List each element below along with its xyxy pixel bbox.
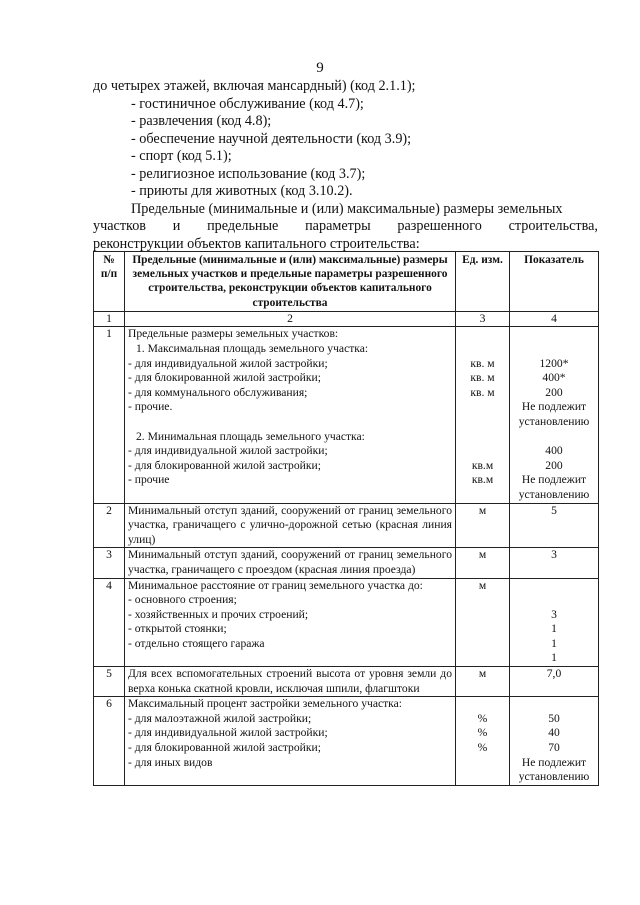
column-numbers-row xyxy=(94,311,599,327)
row-value: 5 xyxy=(510,503,599,548)
list-item: - для индивидуальной жилой застройки; xyxy=(128,356,328,370)
header-num: № п/п xyxy=(94,252,125,312)
table-row xyxy=(94,548,599,578)
bullet-item: - приюты для животных (код 3.10.2). xyxy=(131,183,353,199)
unit-value: кв.м xyxy=(471,473,494,487)
list-item: - для блокированной жилой застройки; xyxy=(128,741,321,755)
list-item: - прочие xyxy=(128,473,170,487)
row-unit: м xyxy=(456,667,510,697)
list-item: - отдельно стоящего гаража xyxy=(128,636,265,650)
header-value: Показатель xyxy=(510,252,599,312)
row-value: 7,0 xyxy=(510,667,599,697)
col-number: 1 xyxy=(94,311,125,327)
unit-value: кв. м xyxy=(470,356,495,370)
list-item: - прочие. xyxy=(128,400,173,414)
page-number: 9 xyxy=(316,60,324,76)
row-text xyxy=(125,697,456,786)
intro-text xyxy=(93,78,598,253)
indicator-value: 40 xyxy=(548,726,560,740)
word: участков xyxy=(93,218,146,234)
row-num: 5 xyxy=(94,667,125,697)
intro-first-line: до четырех этажей, включая мансардный) (код 2.1.1); xyxy=(93,78,416,94)
bullet-item: - спорт (код 5.1); xyxy=(131,148,232,164)
indicator-value: 200 xyxy=(545,458,563,472)
indicator-value: 1200* xyxy=(539,356,569,370)
bullet-item: - религиозное использование (код 3.7); xyxy=(131,165,366,182)
indicator-value: 400* xyxy=(542,371,566,385)
bullet-item: - гостиничное обслуживание (код 4.7); xyxy=(131,95,364,112)
row-value: 3 xyxy=(510,548,599,578)
indicator-value: 50 xyxy=(548,711,560,725)
indicator-value: 1 xyxy=(551,651,557,665)
indicator-value: Не подлежит установлению xyxy=(518,755,590,784)
indicator-value: 1 xyxy=(551,636,557,650)
row-text: Для всех вспомогательных строений высота от уровня земли до верха конька скатной кровли, исключая шпили, флагштоки xyxy=(125,667,456,697)
table-header-row xyxy=(94,252,599,312)
row-unit xyxy=(456,327,510,503)
paragraph-line: Предельные (минимальные и (или) максимальные) размеры земельных xyxy=(131,200,563,217)
row-num: 3 xyxy=(94,548,125,578)
table-row xyxy=(94,578,599,667)
word: предельные xyxy=(207,218,279,234)
indicator-value: 400 xyxy=(545,444,563,458)
unit-value: кв. м xyxy=(470,371,495,385)
parameters-table xyxy=(93,251,599,786)
unit-value: кв. м xyxy=(470,385,495,399)
word: параметры xyxy=(305,218,371,234)
row-num: 4 xyxy=(94,578,125,667)
word: разрешенного xyxy=(397,218,482,234)
paragraph-line-justified xyxy=(93,218,598,236)
unit-value: % xyxy=(477,711,488,725)
header-parameter: Предельные (минимальные и (или) максимальные) размеры земельных участков и предельные параметры разрешенного строительства, реконструкции объектов капитального строительства xyxy=(125,252,456,312)
list-item: - для иных видов xyxy=(128,755,213,769)
row-unit xyxy=(456,697,510,786)
row-text: Минимальный отступ зданий, сооружений от границ земельного участка, граничащего с улично-дорожной сетью (красная линия улиц) xyxy=(125,503,456,548)
bullet-item: - развлечения (код 4.8); xyxy=(131,113,272,129)
table-row xyxy=(94,697,599,786)
unit-value: % xyxy=(477,726,488,740)
list-item: - основного строения; xyxy=(128,593,237,607)
list-item: - для индивидуальной жилой застройки; xyxy=(128,726,328,740)
list-item: - для малоэтажной жилой застройки; xyxy=(128,711,312,725)
row-text: Минимальный отступ зданий, сооружений от границ земельного участка, граничащего с проездом (красная линия проезда) xyxy=(125,548,456,578)
unit-value: кв.м xyxy=(471,458,494,472)
row-value xyxy=(510,578,599,667)
list-item: - для коммунального обслуживания; xyxy=(128,385,308,399)
row-title: Минимальное расстояние от границ земельного участка до: xyxy=(128,578,423,592)
row-title: Максимальный процент застройки земельного участка: xyxy=(128,697,403,711)
col-number: 4 xyxy=(510,311,599,327)
list-item: - для блокированной жилой застройки; xyxy=(128,458,321,472)
row-value xyxy=(510,327,599,503)
row-unit: м xyxy=(456,548,510,578)
word: строительства, xyxy=(508,218,598,234)
row-title: Предельные размеры земельных участков: xyxy=(128,327,339,341)
row-text xyxy=(125,327,456,503)
subsection-title: 1. Максимальная площадь земельного участка: xyxy=(136,342,369,355)
paragraph-line: реконструкции объектов капитального строительства: xyxy=(93,235,420,252)
indicator-value: Не подлежит установлению xyxy=(518,400,590,428)
list-item: - для блокированной жилой застройки; xyxy=(128,371,321,385)
row-num: 2 xyxy=(94,503,125,548)
col-number: 3 xyxy=(456,311,510,327)
list-item: - открытой стоянки; xyxy=(128,622,227,636)
list-item: - хозяйственных и прочих строений; xyxy=(128,607,309,621)
table-row xyxy=(94,667,599,697)
subsection-title: 2. Минимальная площадь земельного участка: xyxy=(136,429,365,443)
row-num: 1 xyxy=(94,327,125,503)
indicator-value: 70 xyxy=(548,741,560,755)
row-unit: м xyxy=(456,503,510,548)
col-number: 2 xyxy=(125,311,456,327)
table-row xyxy=(94,327,599,503)
unit-value: % xyxy=(477,741,488,755)
indicator-value: 1 xyxy=(551,622,557,636)
row-unit: м xyxy=(456,578,510,667)
row-num: 6 xyxy=(94,697,125,786)
indicator-value: 3 xyxy=(551,607,557,621)
table-row xyxy=(94,503,599,548)
row-text xyxy=(125,578,456,667)
bullet-item: - обеспечение научной деятельности (код 3.9); xyxy=(131,130,412,147)
indicator-value: Не подлежит установлению xyxy=(518,473,590,501)
word: и xyxy=(172,218,181,234)
header-unit: Ед. изм. xyxy=(456,252,510,312)
list-item: - для индивидуальной жилой застройки; xyxy=(128,444,328,458)
indicator-value: 200 xyxy=(545,385,563,399)
row-value xyxy=(510,697,599,786)
